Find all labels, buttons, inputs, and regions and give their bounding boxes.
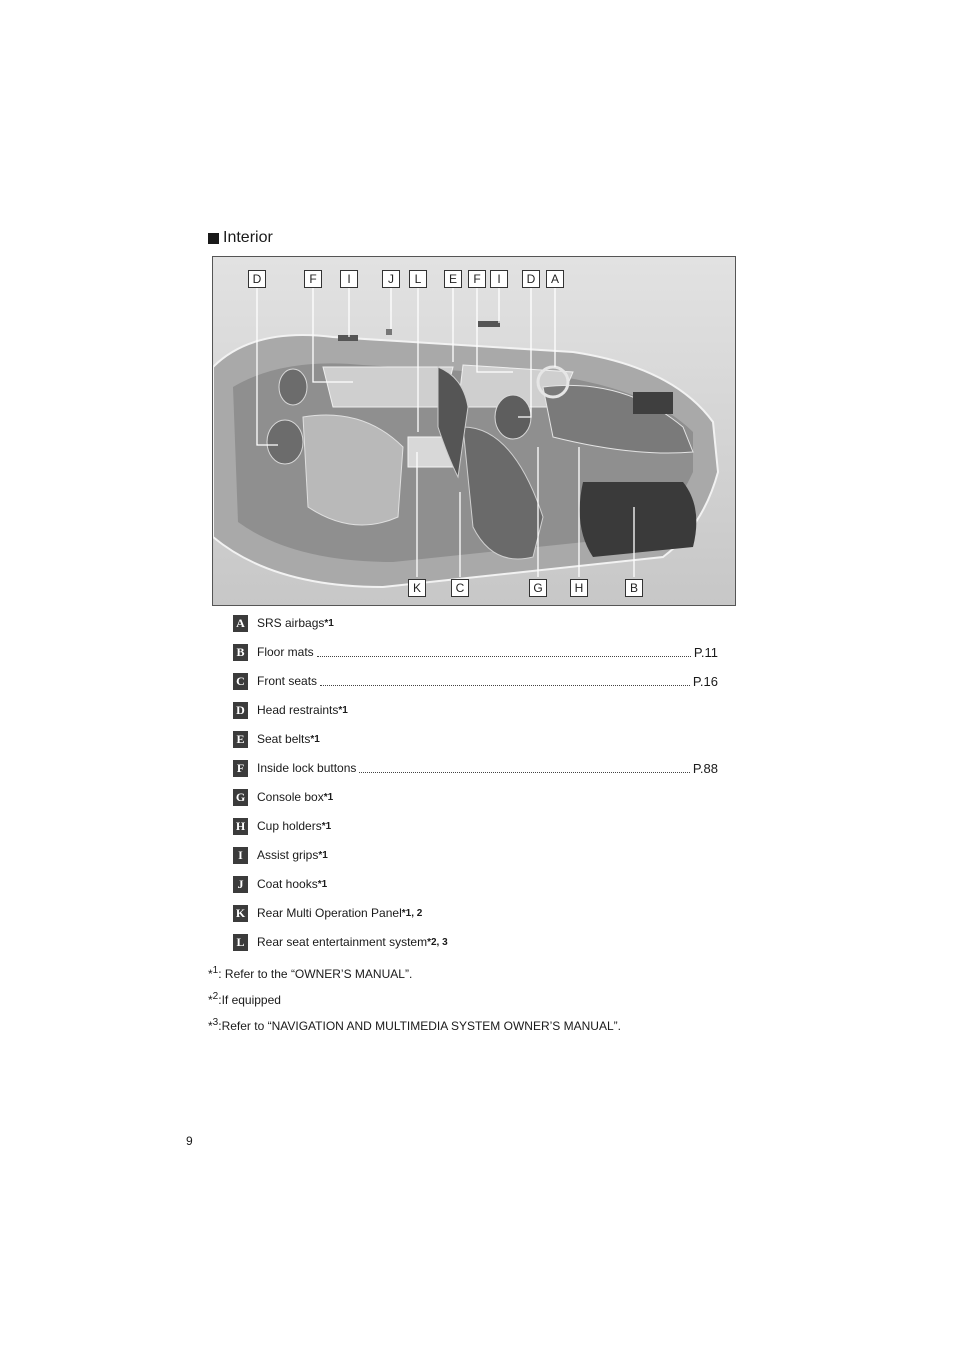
- legend-item-a: [233, 613, 718, 633]
- item-label: Rear Multi Operation Panel: [257, 906, 402, 920]
- item-label: Assist grips: [257, 848, 319, 862]
- legend-item-g: [233, 787, 718, 807]
- dot-leader: [320, 685, 690, 686]
- item-footnote-ref: *1: [324, 617, 334, 629]
- item-footnote-ref: *1: [338, 704, 348, 716]
- item-footnote-ref: *1: [321, 820, 332, 832]
- page-reference-link[interactable]: P.11: [693, 644, 718, 660]
- legend-item-c: [233, 671, 718, 691]
- item-letter-badge: A: [233, 615, 248, 632]
- item-letter-badge: H: [233, 818, 248, 835]
- callout-label-d: D: [248, 270, 266, 288]
- footnote-mark: *: [208, 993, 213, 1007]
- footnote-mark: *: [208, 1019, 213, 1033]
- legend-item-k: [233, 903, 718, 923]
- item-letter-badge: F: [233, 760, 248, 777]
- item-letter-badge: L: [233, 934, 248, 951]
- legend-item-l: [233, 932, 718, 952]
- item-letter-badge: E: [233, 731, 248, 748]
- item-footnote-ref: *1: [323, 791, 334, 803]
- callout-label-i: I: [490, 270, 508, 288]
- footnote-text: : Refer to the “OWNER’S MANUAL”.: [218, 967, 413, 981]
- dot-leader: [317, 656, 691, 657]
- item-footnote-ref: *1: [318, 849, 328, 861]
- callout-label-f: F: [304, 270, 322, 288]
- page-number: 9: [186, 1134, 193, 1148]
- footnote-text: :If equipped: [218, 993, 281, 1007]
- callout-label-b: B: [625, 579, 643, 597]
- footnote-text: :Refer to “NAVIGATION AND MULTIMEDIA SYSTEM OWNER’S MANUAL”.: [218, 1019, 621, 1033]
- item-label: Front seats: [257, 674, 318, 688]
- callout-label-k: K: [408, 579, 426, 597]
- legend-item-b: [233, 642, 718, 662]
- callout-label-l: L: [409, 270, 427, 288]
- footnote-number: 1: [212, 965, 219, 976]
- item-label: SRS airbags: [257, 616, 325, 630]
- item-letter-badge: K: [233, 905, 248, 922]
- car-interior-drawing: [213, 257, 736, 606]
- page-reference-link[interactable]: P.88: [692, 760, 718, 776]
- item-footnote-ref: *1, 2: [401, 907, 423, 919]
- legend-item-h: [233, 816, 718, 836]
- item-footnote-ref: *1: [317, 878, 328, 890]
- callout-label-a: A: [546, 270, 564, 288]
- section-heading: [208, 229, 273, 247]
- item-label: Console box: [257, 790, 324, 804]
- square-bullet-icon: [208, 233, 219, 244]
- footnote-mark: *: [208, 967, 213, 981]
- legend-item-j: [233, 874, 718, 894]
- callout-label-d: D: [522, 270, 540, 288]
- legend-item-i: [233, 845, 718, 865]
- callout-label-h: H: [570, 579, 588, 597]
- item-label: Floor mats: [257, 645, 314, 659]
- item-letter-badge: D: [233, 702, 248, 719]
- item-label: Seat belts: [257, 732, 311, 746]
- item-letter-badge: C: [233, 673, 248, 690]
- callout-label-g: G: [529, 579, 547, 597]
- callout-label-e: E: [444, 270, 462, 288]
- item-letter-badge: J: [233, 876, 248, 893]
- item-letter-badge: B: [233, 644, 248, 661]
- legend-item-e: [233, 729, 718, 749]
- page-reference-link[interactable]: P.16: [692, 673, 718, 689]
- legend-item-d: [233, 700, 718, 720]
- interior-illustration: [212, 256, 736, 606]
- callout-label-f: F: [468, 270, 486, 288]
- callout-label-c: C: [451, 579, 469, 597]
- item-letter-badge: G: [233, 789, 248, 806]
- section-title: Interior: [223, 229, 273, 246]
- item-letter-badge: I: [233, 847, 248, 864]
- footnote-1: [208, 965, 412, 981]
- item-footnote-ref: *2, 3: [427, 936, 448, 948]
- item-footnote-ref: *1: [310, 733, 320, 745]
- dot-leader: [359, 772, 690, 773]
- item-label: Inside lock buttons: [257, 761, 357, 775]
- footnote-2: [208, 991, 281, 1007]
- item-label: Head restraints: [257, 703, 339, 717]
- item-label: Rear seat entertainment system: [257, 935, 428, 949]
- footnote-number: 2: [212, 991, 219, 1002]
- callout-label-i: I: [340, 270, 358, 288]
- item-label: Coat hooks: [257, 877, 318, 891]
- item-label: Cup holders: [257, 819, 322, 833]
- callout-label-j: J: [382, 270, 400, 288]
- footnote-number: 3: [212, 1017, 219, 1028]
- footnote-3: [208, 1017, 621, 1033]
- legend-item-f: [233, 758, 718, 778]
